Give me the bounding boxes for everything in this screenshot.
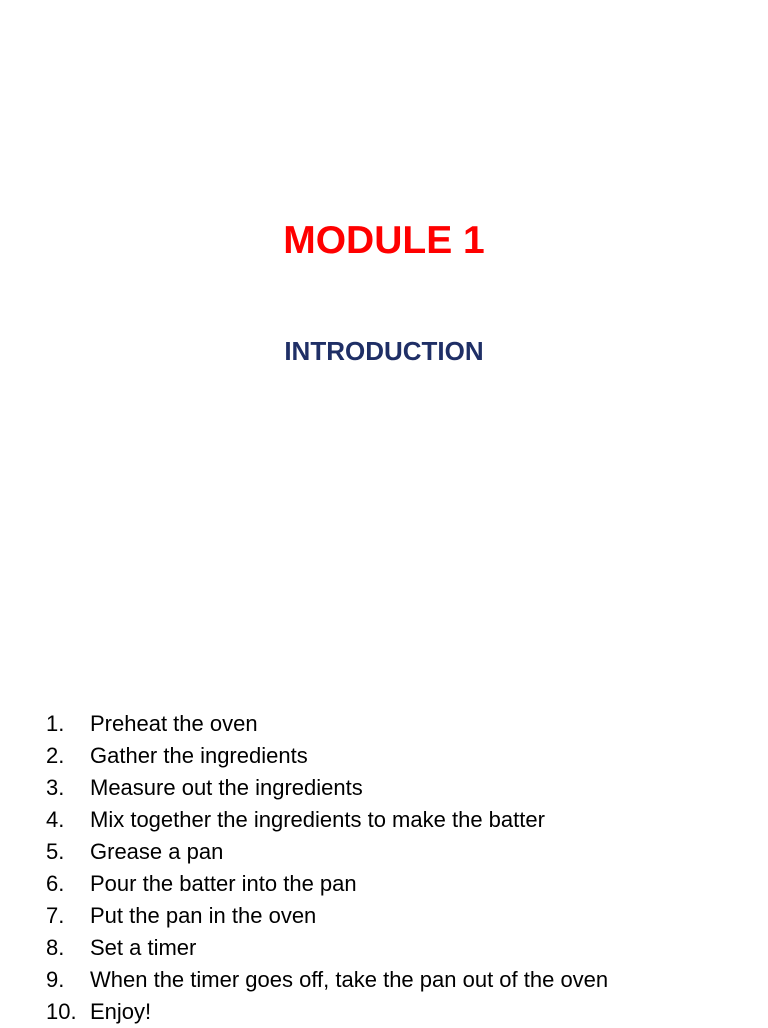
step-text: Preheat the oven	[90, 711, 258, 736]
step-text: Enjoy!	[90, 999, 152, 1024]
step-number: 8.	[46, 935, 65, 960]
section-subtitle: INTRODUCTION	[284, 336, 484, 366]
step-number: 5.	[46, 839, 65, 864]
list-item	[0, 836, 768, 868]
step-number: 3.	[46, 775, 65, 800]
list-item	[0, 868, 768, 900]
step-text: Put the pan in the oven	[90, 903, 317, 928]
step-number: 4.	[46, 807, 65, 832]
list-item	[0, 996, 768, 1028]
step-text: Gather the ingredients	[90, 743, 308, 768]
step-number: 1.	[46, 711, 65, 736]
step-text: Pour the batter into the pan	[90, 871, 357, 896]
list-item	[0, 932, 768, 964]
steps-list	[0, 708, 768, 1028]
step-number: 7.	[46, 903, 65, 928]
step-text: Mix together the ingredients to make the batter	[90, 807, 545, 832]
list-item	[0, 740, 768, 772]
step-number: 6.	[46, 871, 65, 896]
step-number: 2.	[46, 743, 65, 768]
module-title: MODULE 1	[283, 219, 485, 262]
step-text: Set a timer	[90, 935, 197, 960]
step-text: When the timer goes off, take the pan out of the oven	[90, 967, 609, 992]
list-item	[0, 772, 768, 804]
step-number: 10.	[46, 999, 77, 1024]
step-text: Measure out the ingredients	[90, 775, 363, 800]
list-item	[0, 900, 768, 932]
list-item	[0, 964, 768, 996]
step-number: 9.	[46, 967, 65, 992]
list-item	[0, 708, 768, 740]
step-text: Grease a pan	[90, 839, 224, 864]
list-item	[0, 804, 768, 836]
